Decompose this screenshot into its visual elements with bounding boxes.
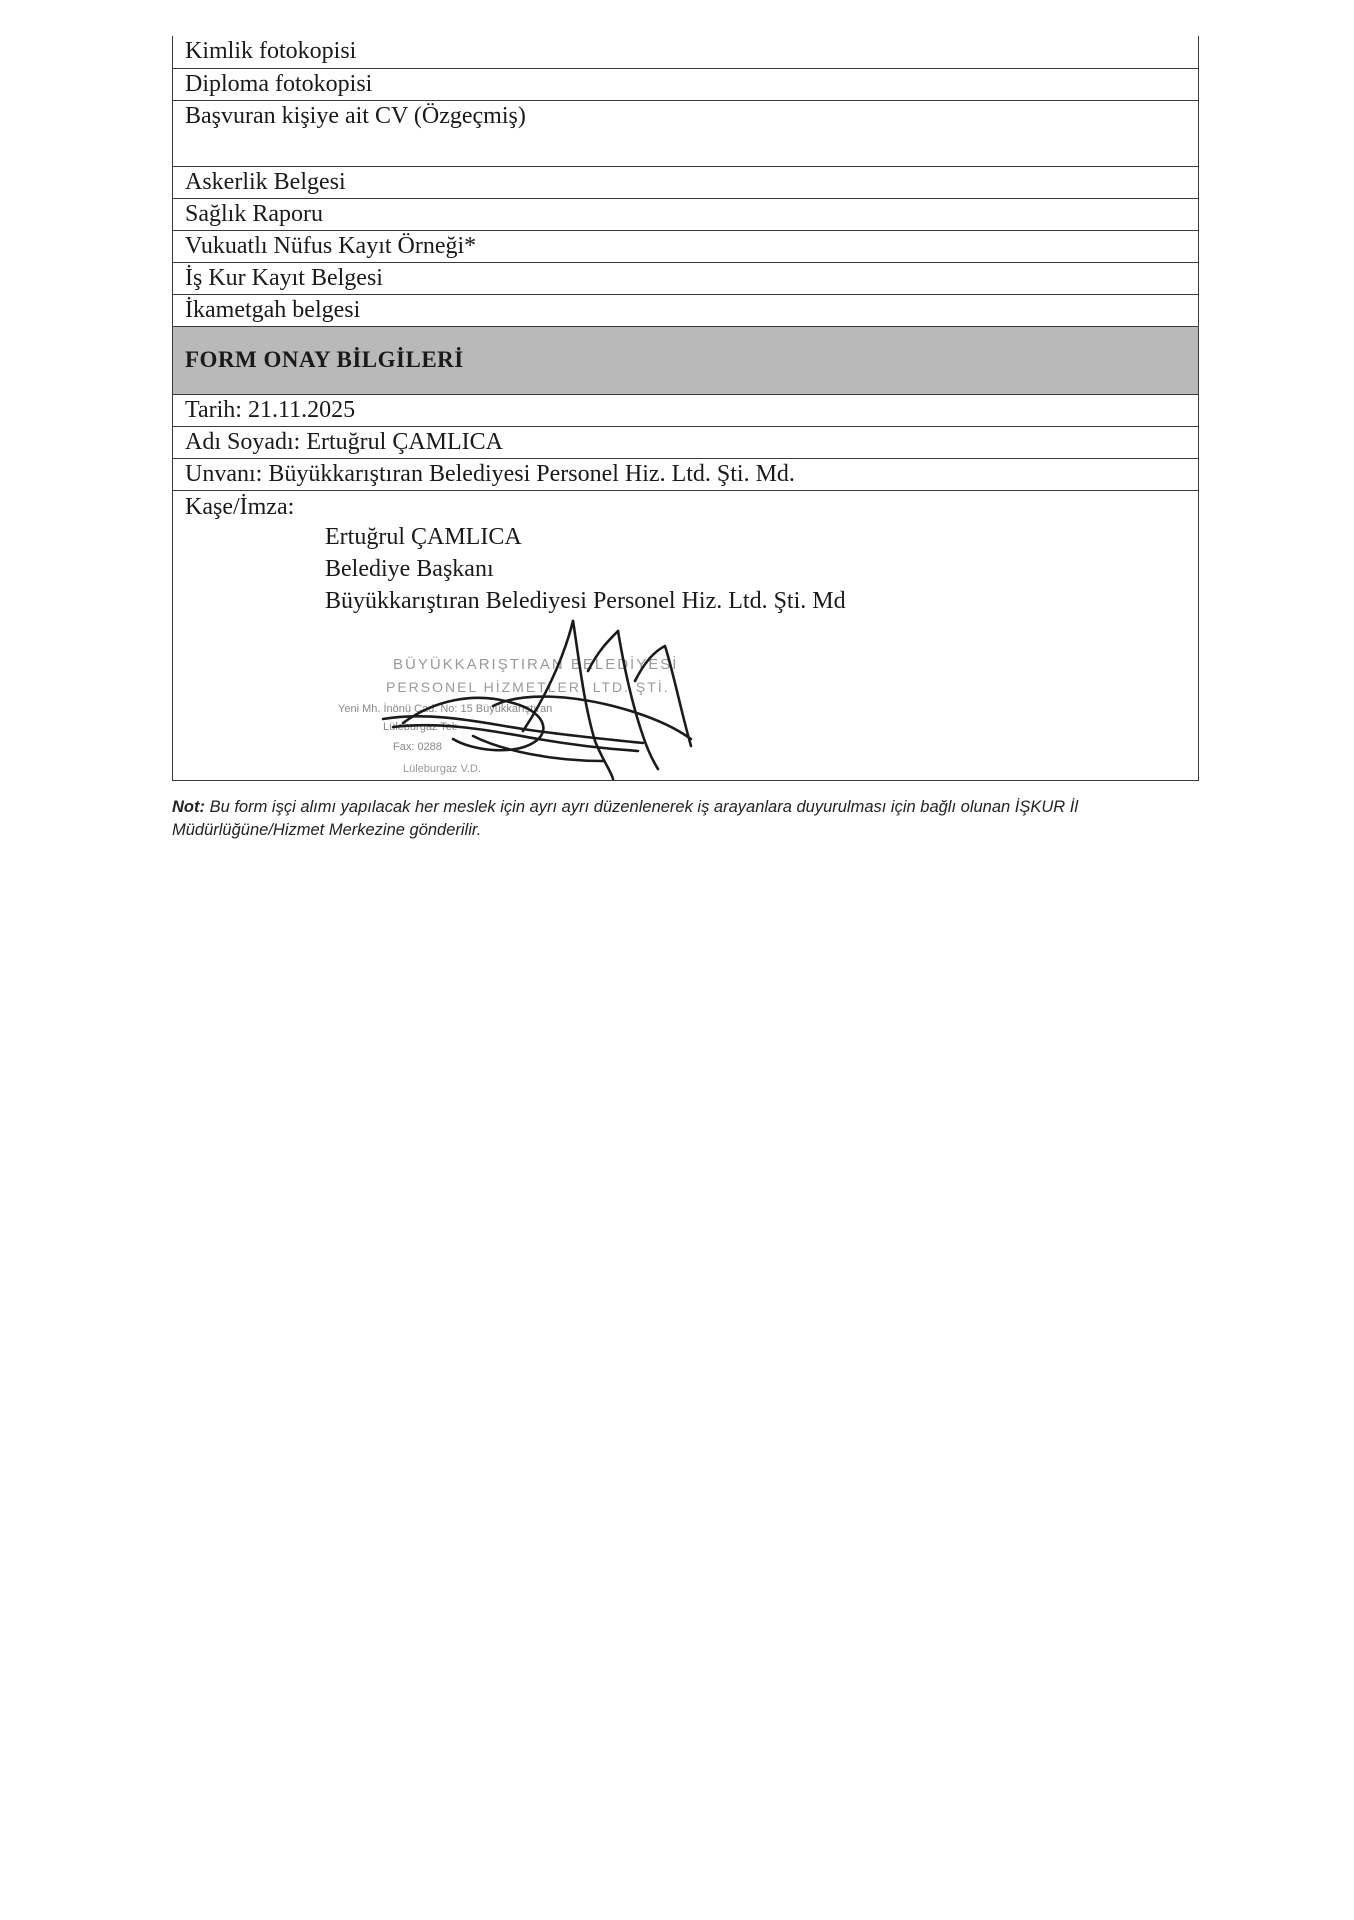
approval-name: Adı Soyadı: Ertuğrul ÇAMLICA — [173, 427, 1198, 459]
handwritten-signature — [373, 611, 703, 781]
footer-note — [172, 796, 1202, 842]
stamp-line: Lüleburgaz V.D. — [403, 763, 481, 775]
stamp-line: Lüleburgaz Tel: — [383, 721, 458, 733]
doc-row-military: Askerlik Belgesi — [173, 167, 1198, 199]
stamp-signature-label: Kaşe/İmza: — [185, 494, 295, 520]
signer-block — [325, 521, 846, 617]
stamp-line: Fax: 0288 — [393, 741, 442, 753]
doc-row-diploma-copy: Diploma fotokopisi — [173, 69, 1198, 101]
stamp-signature-cell — [173, 491, 1198, 781]
signer-role: Belediye Başkanı — [325, 556, 494, 582]
doc-row-iskur-record: İş Kur Kayıt Belgesi — [173, 263, 1198, 295]
signer-name: Ertuğrul ÇAMLICA — [325, 524, 522, 550]
approval-title: Unvanı: Büyükkarıştıran Belediyesi Personel Hiz. Ltd. Şti. Md. — [173, 459, 1198, 491]
doc-row-health-report: Sağlık Raporu — [173, 199, 1198, 231]
note-text: Bu form işçi alımı yapılacak her meslek için ayrı ayrı düzenlenerek iş arayanlara duyurulması için bağlı olunan İŞKUR İl Müdürlüğüne/Hizmet Merkezine gönderilir. — [172, 798, 1079, 839]
stamp-line: PERSONEL HİZMETLERİ LTD. ŞTİ. — [386, 679, 670, 695]
doc-row-residence: İkametgah belgesi — [173, 295, 1198, 327]
stamp-line: BÜYÜKKARIŞTIRAN BELEDİYESİ — [393, 656, 679, 673]
doc-row-id-copy: Kimlik fotokopisi — [173, 36, 1198, 69]
doc-row-cv: Başvuran kişiye ait CV (Özgeçmiş) — [173, 101, 1198, 167]
note-label: Not: — [172, 798, 205, 816]
doc-row-population-record: Vukuatlı Nüfus Kayıt Örneği* — [173, 231, 1198, 263]
approval-section-header: FORM ONAY BİLGİLERİ — [173, 327, 1198, 395]
approval-date: Tarih: 21.11.2025 — [173, 395, 1198, 427]
signer-org: Büyükkarıştıran Belediyesi Personel Hiz. Ltd. Şti. Md — [325, 588, 846, 614]
stamp-line: Yeni Mh. İnönü Cad. No: 15 Büyükkarıştıran — [338, 703, 553, 715]
document-checklist-table — [172, 36, 1199, 781]
